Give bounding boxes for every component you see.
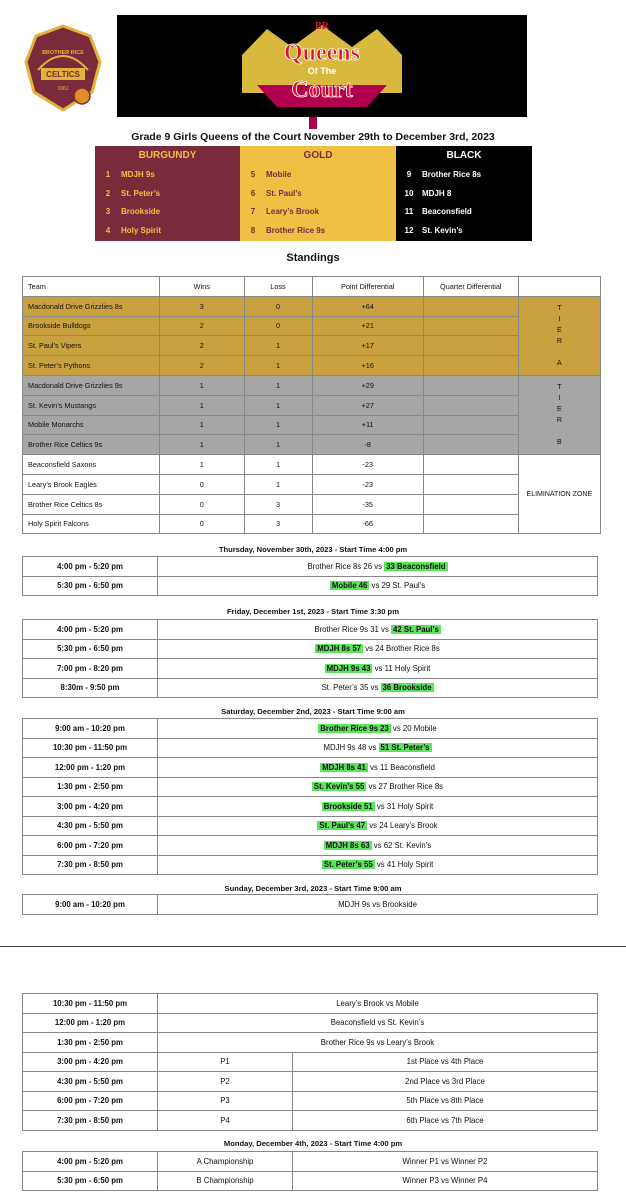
- game-row: [23, 1033, 598, 1053]
- pool-team: 12 St. Kevin’s: [404, 226, 463, 236]
- pool-team: 5 Mobile: [250, 170, 292, 179]
- standings-row: Brother Rice Celtics 8s 0 3 -35: [23, 494, 601, 514]
- banner-pin: [309, 117, 317, 129]
- team-b-result: 41 Holy Spirit: [386, 860, 434, 870]
- game-row: [23, 1171, 598, 1191]
- game-matchup: 1st Place vs 4th Place: [293, 1052, 598, 1072]
- game-matchup: [158, 797, 598, 817]
- page-title: Grade 9 Girls Queens of the Court November 29th to December 3rd, 2023: [131, 131, 495, 143]
- team-a-result: MDJH 8s 63: [325, 840, 370, 850]
- game-row: [23, 557, 598, 577]
- game-matchup: 2nd Place vs 3rd Place: [293, 1072, 598, 1092]
- standings-table: [22, 276, 601, 534]
- col-point-diff: Point Differential: [312, 277, 423, 297]
- game-row: [23, 1052, 598, 1072]
- vs-label: vs: [374, 860, 387, 870]
- game-matchup: [158, 719, 598, 739]
- queens-of-the-court-banner: [117, 15, 527, 117]
- team-a-result: MDJH 8s 41: [322, 762, 366, 772]
- logo-team-text: CELTICS: [46, 70, 80, 79]
- game-code: A Championship: [158, 1152, 293, 1172]
- game-time: 4:00 pm - 5:20 pm: [23, 620, 158, 640]
- team-b-result: 20 Mobile: [402, 723, 437, 733]
- pool-burgundy: [95, 146, 240, 241]
- game-code: P4: [158, 1111, 293, 1131]
- game-code: P1: [158, 1052, 293, 1072]
- vs-label: vs: [366, 782, 379, 792]
- brother-rice-celtics-logo: [22, 22, 104, 114]
- day-header-sunday: Sunday, December 3rd, 2023 - Start Time 9:00 am: [224, 884, 402, 893]
- pool-team: 7 Leary’s Brook: [250, 207, 320, 217]
- team-b-result: 33 Beaconsfield: [386, 561, 446, 571]
- game-time: 12:00 pm - 1:20 pm: [23, 758, 158, 778]
- pool-team: 4 Holy Spirit: [105, 226, 162, 236]
- vs-label: vs: [368, 683, 381, 693]
- game-row: [23, 855, 598, 875]
- schedule-monday: [22, 1151, 598, 1191]
- game-code: B Championship: [158, 1171, 293, 1191]
- standings-row: Macdonald Drive Grizzlies 9s 1 1 +29 T I E R B: [23, 375, 601, 395]
- team-a-result: St. Paul’s 47: [319, 821, 366, 831]
- game-matchup: [158, 777, 598, 797]
- banner-line2: Of The: [307, 66, 337, 76]
- game-row: [23, 797, 598, 817]
- col-team: Team: [23, 277, 160, 297]
- team-a-result: MDJH 9s 48: [323, 743, 367, 753]
- schedule-saturday: [22, 718, 598, 875]
- game-time: 7:30 pm - 8:50 pm: [23, 855, 158, 875]
- day-header-friday: Friday, December 1st, 2023 - Start Time 3:30 pm: [227, 607, 399, 616]
- game-time: 6:00 pm - 7:20 pm: [23, 836, 158, 856]
- vs-label: vs: [366, 743, 379, 753]
- standings-row: Macdonald Drive Grizzlies 8s 3 0 +64 T I E R A: [23, 296, 601, 316]
- team-b-result: 24 Leary’s Brook: [379, 821, 438, 831]
- banner-badge: BR: [315, 21, 329, 32]
- game-time: 3:00 pm - 4:20 pm: [23, 797, 158, 817]
- team-b-result: 31 Holy Spirit: [386, 801, 434, 811]
- day-header-monday: Monday, December 4th, 2023 - Start Time 4:00 pm: [223, 1139, 403, 1148]
- page-divider: [0, 946, 626, 947]
- game-row: [23, 1152, 598, 1172]
- pool-team: 1 MDJH 9s: [105, 170, 155, 179]
- team-b-result: 51 St. Peter’s: [380, 743, 430, 753]
- logo-school-text: BROTHER RICE: [42, 50, 84, 56]
- game-time: 1:30 pm - 2:50 pm: [23, 777, 158, 797]
- day-header-saturday: Saturday, December 2nd, 2023 - Start Time 9:00 am: [221, 707, 405, 716]
- game-row: [23, 994, 598, 1014]
- game-matchup: 6th Place vs 7th Place: [293, 1111, 598, 1131]
- pool-team: 10 MDJH 8: [404, 188, 452, 198]
- game-matchup: [158, 639, 598, 659]
- tier-a-label: T I E R A: [518, 296, 600, 375]
- game-matchup: Brother Rice 9s vs Leary’s Brook: [158, 1033, 598, 1053]
- game-row: [23, 777, 598, 797]
- game-row: [23, 678, 598, 698]
- standings-row: Brother Rice Celtics 9s 1 1 -8: [23, 435, 601, 455]
- vs-label: vs: [369, 581, 382, 591]
- game-row: [23, 895, 598, 915]
- vs-label: vs: [372, 663, 385, 673]
- game-time: 4:00 pm - 5:20 pm: [23, 557, 158, 577]
- game-time: 6:00 pm - 7:20 pm: [23, 1091, 158, 1111]
- pool-header: BLACK: [446, 150, 482, 161]
- game-time: 3:00 pm - 4:20 pm: [23, 1052, 158, 1072]
- game-row: [23, 659, 598, 679]
- pool-team: 8 Brother Rice 9s: [250, 226, 326, 236]
- standings-row: St. Paul’s Vipers 2 1 +17: [23, 336, 601, 356]
- tier-b-label: T I E R B: [518, 375, 600, 454]
- banner-line3: Court: [291, 77, 353, 103]
- game-matchup: Leary’s Brook vs Mobile: [158, 994, 598, 1014]
- game-row: [23, 836, 598, 856]
- vs-label: vs: [374, 801, 387, 811]
- team-a-result: Brookside 51: [323, 801, 373, 811]
- vs-label: vs: [371, 840, 384, 850]
- pool-black: [396, 146, 532, 241]
- standings-row: Holy Spirit Falcons 0 3 -66: [23, 514, 601, 534]
- game-time: 5:30 pm - 6:50 pm: [23, 1171, 158, 1191]
- schedule-thursday: [22, 556, 598, 596]
- team-a-result: Brother Rice 9s 23: [320, 723, 389, 733]
- logo-year-text: 1961: [57, 86, 69, 92]
- team-b-result: 36 Brookside: [382, 683, 432, 693]
- pool-team: 6 St. Paul’s: [250, 188, 302, 198]
- game-time: 12:00 pm - 1:20 pm: [23, 1013, 158, 1033]
- game-code: P2: [158, 1072, 293, 1092]
- schedule-sunday: [22, 894, 598, 915]
- pool-team: 2 St. Peter’s: [105, 188, 161, 198]
- schedule-sunday-continued: [22, 993, 598, 1131]
- game-matchup: [158, 836, 598, 856]
- game-matchup: [158, 620, 598, 640]
- vs-label: vs: [367, 762, 380, 772]
- game-matchup: [158, 576, 598, 596]
- game-time: 9:00 am - 10:20 pm: [23, 719, 158, 739]
- pools-table: [95, 146, 532, 241]
- game-time: 4:30 pm - 5:50 pm: [23, 1072, 158, 1092]
- game-time: 4:30 pm - 5:50 pm: [23, 816, 158, 836]
- game-time: 9:00 am - 10:20 pm: [23, 895, 158, 915]
- team-a-result: MDJH 8s 57: [317, 644, 362, 654]
- standings-header-row: [23, 277, 601, 297]
- game-matchup: [158, 816, 598, 836]
- vs-label: vs: [372, 561, 385, 571]
- game-matchup: [158, 758, 598, 778]
- game-time: 7:00 pm - 8:20 pm: [23, 659, 158, 679]
- col-wins: Wins: [159, 277, 244, 297]
- schedule-friday: [22, 619, 598, 698]
- standings-row: St. Peter’s Pythons 2 1 +16: [23, 356, 601, 376]
- team-a-result: Brother Rice 9s 31: [314, 624, 379, 634]
- game-time: 10:30 pm - 11:50 pm: [23, 994, 158, 1014]
- pool-gold: [240, 146, 396, 241]
- pool-header: GOLD: [303, 150, 333, 161]
- team-b-result: 27 Brother Rice 8s: [378, 782, 444, 792]
- game-time: 5:30 pm - 6:50 pm: [23, 639, 158, 659]
- team-b-result: 29 St. Paul’s: [381, 581, 426, 591]
- game-row: [23, 816, 598, 836]
- game-row: [23, 1072, 598, 1092]
- game-row: [23, 620, 598, 640]
- team-b-result: 42 St. Paul’s: [393, 624, 439, 634]
- game-matchup: Beaconsfield vs St. Kevin’s: [158, 1013, 598, 1033]
- pool-team: 9 Brother Rice 8s: [406, 170, 482, 179]
- game-time: 10:30 pm - 11:50 pm: [23, 738, 158, 758]
- game-matchup: 5th Place vs 8th Place: [293, 1091, 598, 1111]
- vs-label: vs: [363, 644, 376, 654]
- game-matchup: [158, 738, 598, 758]
- team-a-result: St. Kevin’s 55: [313, 782, 365, 792]
- game-time: 4:00 pm - 5:20 pm: [23, 1152, 158, 1172]
- standings-row: Beaconsfield Saxons 1 1 -23 ELIMINATION ZONE: [23, 455, 601, 475]
- game-matchup: [158, 659, 598, 679]
- game-row: [23, 639, 598, 659]
- game-time: 1:30 pm - 2:50 pm: [23, 1033, 158, 1053]
- standings-title: Standings: [286, 252, 340, 264]
- team-a-result: MDJH 9s 43: [326, 663, 371, 673]
- game-row: [23, 738, 598, 758]
- game-matchup: [158, 678, 598, 698]
- team-a-result: St. Peter’s 35: [321, 683, 369, 693]
- elimination-zone-label: ELIMINATION ZONE: [518, 455, 600, 534]
- pool-header: BURGUNDY: [138, 150, 197, 161]
- pool-team: 11 Beaconsfield: [404, 207, 472, 217]
- standings-row: Brookside Bulldogs 2 0 +21: [23, 316, 601, 336]
- game-time: 5:30 pm - 6:50 pm: [23, 576, 158, 596]
- game-row: [23, 1013, 598, 1033]
- team-b-result: 24 Brother Rice 8s: [375, 644, 440, 654]
- game-row: [23, 1091, 598, 1111]
- game-row: [23, 576, 598, 596]
- standings-row: St. Kevin’s Mustangs 1 1 +27: [23, 395, 601, 415]
- standings-row: Mobile Monarchs 1 1 +11: [23, 415, 601, 435]
- banner-line1: Queens: [283, 40, 361, 66]
- game-row: [23, 758, 598, 778]
- col-quarter-diff: Quarter Differential: [423, 277, 518, 297]
- col-loss: Loss: [244, 277, 312, 297]
- game-row: [23, 1111, 598, 1131]
- team-a-result: Brother Rice 8s 26: [307, 561, 373, 571]
- game-time: 8:30m - 9:50 pm: [23, 678, 158, 698]
- game-time: 7:30 pm - 8:50 pm: [23, 1111, 158, 1131]
- team-b-result: 11 Beaconsfield: [380, 762, 435, 772]
- vs-label: vs: [367, 821, 380, 831]
- team-b-result: 11 Holy Spirit: [384, 663, 431, 673]
- team-a-result: St. Peter’s 55: [323, 860, 373, 870]
- vs-label: vs: [378, 624, 392, 634]
- day-header-thursday: Thursday, November 30th, 2023 - Start Time 4:00 pm: [218, 545, 408, 554]
- vs-label: vs: [390, 723, 403, 733]
- team-b-result: 62 St. Kevin’s: [383, 840, 432, 850]
- game-code: P3: [158, 1091, 293, 1111]
- game-matchup: Winner P3 vs Winner P4: [293, 1171, 598, 1191]
- game-matchup: [158, 557, 598, 577]
- team-a-result: Mobile 46: [331, 581, 368, 591]
- standings-row: Leary’s Brook Eagles 0 1 -23: [23, 474, 601, 494]
- game-matchup: Winner P1 vs Winner P2: [293, 1152, 598, 1172]
- game-row: [23, 719, 598, 739]
- game-matchup: [158, 855, 598, 875]
- game-matchup: MDJH 9s vs Brookside: [158, 895, 598, 915]
- pool-team: 3 Brookside: [105, 207, 161, 217]
